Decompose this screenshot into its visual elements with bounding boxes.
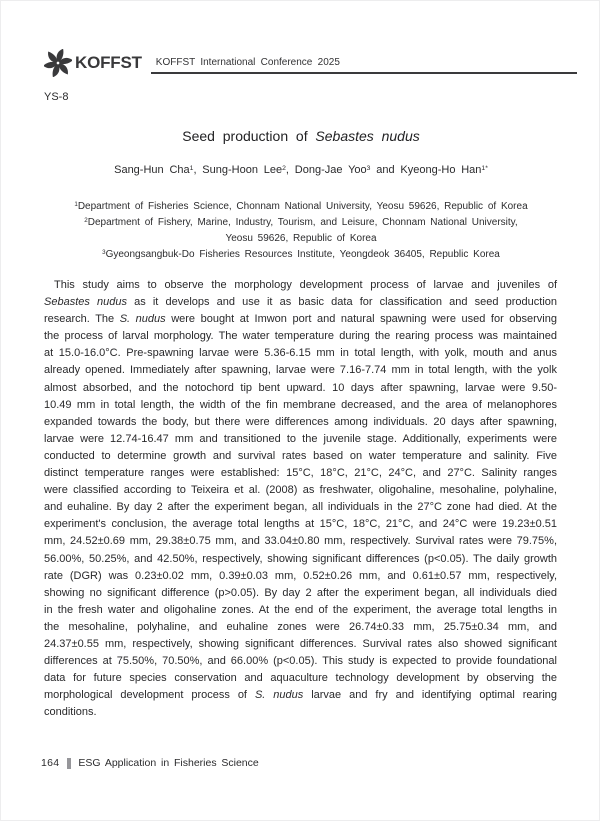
koffst-pinwheel-logo-icon [44, 49, 72, 77]
abstract-paragraph: This study aims to observe the morphology development process of larvae and juveniles of Sebastes nudus as it develops and use it as basic data for classification and seed production research. The S. nudus were bought at Imwon port and natural spawning were used for observing the process of larval morphology. The water temperature during the rearing process was maintained at 15.0-16.0°C. Pre-spawning larvae were 5.36-6.15 mm in total length, with yolk, mouth and anus already opened. Immediately after spawning, larvae were 7.16-7.74 mm in total length, with the yolk almost absorbed, and the notochord tip bent upward. 10 days after spawning, larvae were 9.50-10.49 mm in total length, the width of the fin membrane decreased, and the area of melanophores expanded towards the body, but there were differences among individuals. 20 days after spawning, larvae were 12.74-16.47 mm and transitioned to the juvenile stage. Additionally, experiments were conducted to determine growth and survival rates based on water temperature and salinity. Five distinct temperature ranges were established: 15°C, 18°C, 21°C, 24°C, and 27°C. Salinity ranges were classified according to Teixeira et al. (2008) as freshwater, oligohaline, mesohaline, polyhaline, and euhaline. By day 2 after the experiment began, all individuals in the 27°C zone had died. At the experiment's conclusion, the average total lengths at 15°C, 18°C, 21°C, and 24°C were 19.23±0.51 mm, 24.52±0.69 mm, 29.38±0.75 mm, and 33.04±0.80 mm, respectively. Survival rates were 79.75%, 56.00%, 50.25%, and 42.50%, respectively, showing significant differences (p<0.05). The daily growth rate (DGR) was 0.23±0.02 mm, 0.39±0.03 mm, 0.52±0.26 mm, and 0.61±0.57 mm, respectively, showing no significant difference (p>0.05). By day 2 after the experiment began, all individuals died in the fresh water and oligohaline zones. At the end of the experiment, the average total lengths in the mesohaline, polyhaline, and euhaline zones were 26.74±0.33 mm, 25.75±0.34 mm, and 24.37±0.55 mm, respectively, showing significant differences. Survival rates also showed significant differences at 75.50%, 70.50%, and 66.00% (p<0.05). This study is expected to provide foundational data for future species conservation and aquaculture technology development by observing the morphological development process of S. nudus larvae and fry and identifying optimal rearing conditions. [44, 279, 557, 719]
session-code: YS-8 [44, 91, 69, 103]
paper-title: Seed production of Sebastes nudus [182, 128, 420, 144]
affiliations: $^1$Department of Fisheries Science, Chonnam National University, Yeosu 59626, Republic of Korea $^2$Department of Fishery, Marine, Industry, Tourism, and Leisure, Chonnam National University, Yeosu 59626, Republic of Korea $^3$Gyeongsangbuk-Do Fisheries Resources Institute, Yeongdeok 36405, Republic Korea [74, 200, 528, 260]
koffst-logo [44, 49, 142, 77]
footer-divider-bar [67, 758, 71, 769]
proceedings-title: ESG Application in Fisheries Science [78, 757, 259, 769]
page-number: 164 [41, 757, 60, 769]
page-header [44, 49, 577, 77]
authors-line: Sang-Hun Cha$^1$, Sung-Hoon Lee$^2$, Dong-Jae Yoo$^3$ and Kyeong-Ho Han$^{1*}$ [114, 164, 488, 176]
conference-title: KOFFST International Conference 2025 [151, 49, 577, 74]
page-footer [41, 757, 259, 769]
koffst-logo-text: KOFFST [75, 53, 142, 72]
